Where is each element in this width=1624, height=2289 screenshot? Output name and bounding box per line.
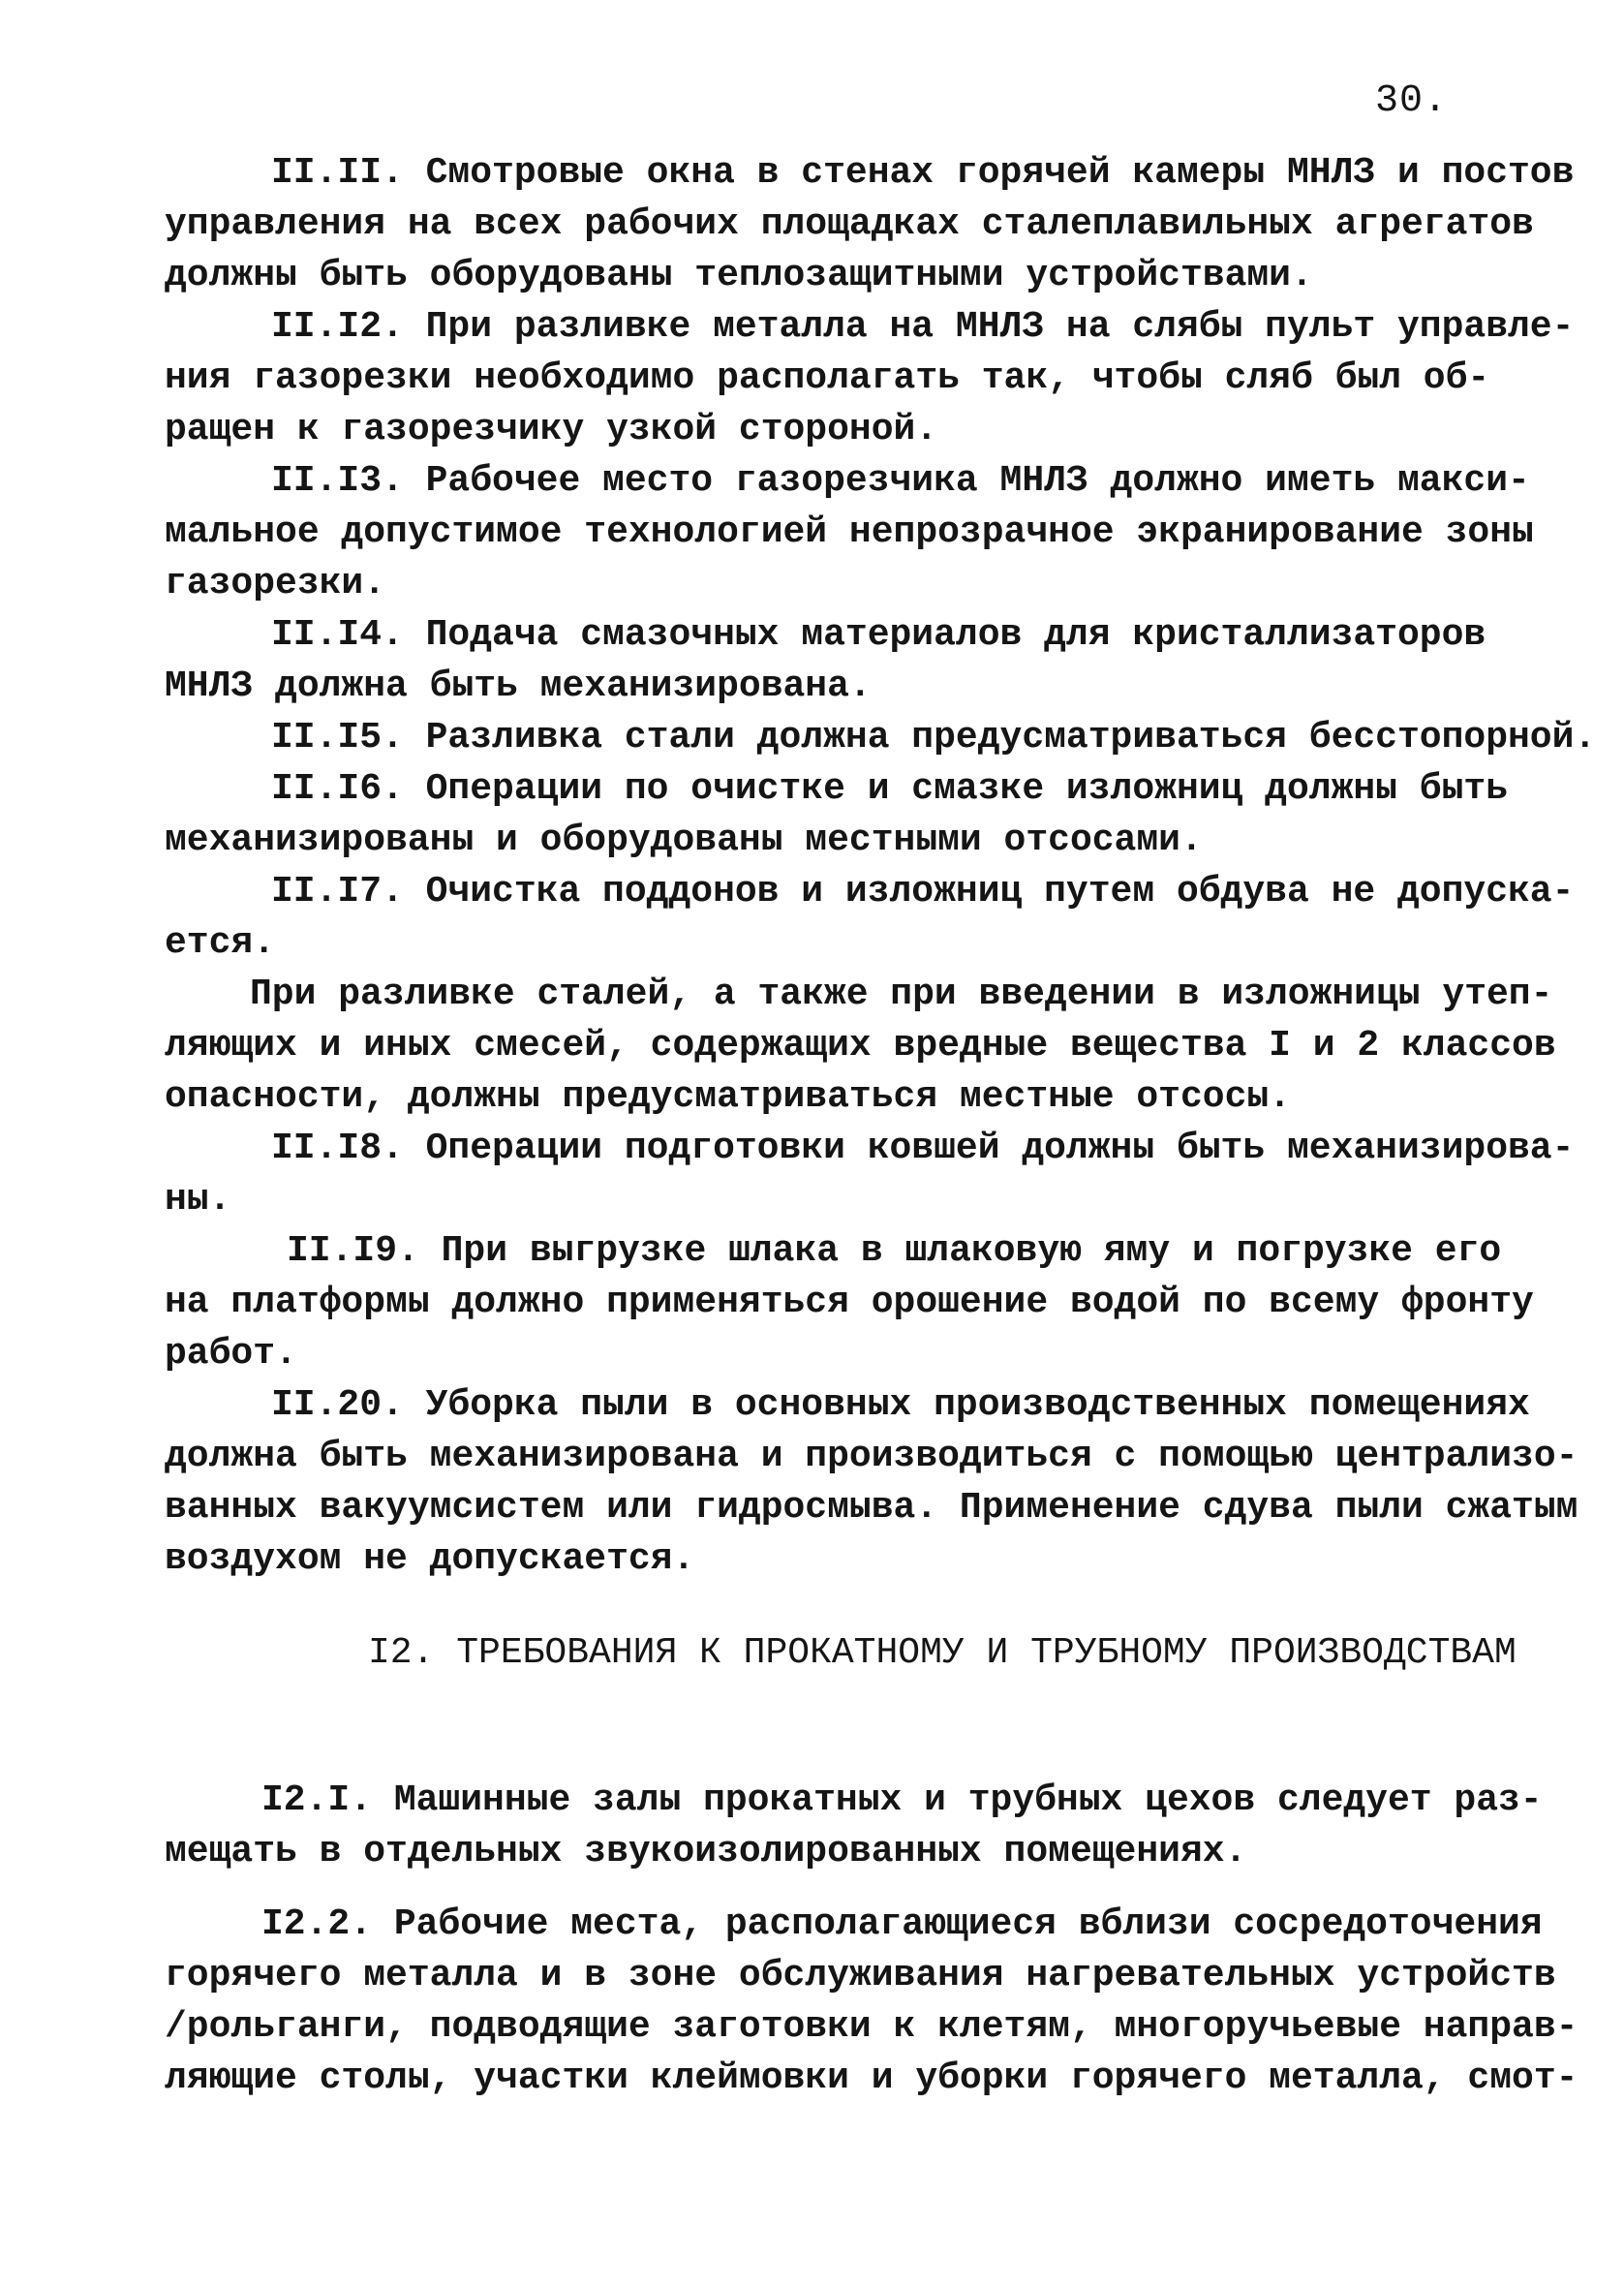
paragraph-11-20-line: должна быть механизирована и производиться с помощью централизо- [165, 1436, 1578, 1477]
paragraph-11-17b-line: опасности, должны предусматриваться местные отсосы. [165, 1076, 1291, 1118]
paragraph-11-17-line: ется. [165, 922, 276, 964]
paragraph-11-19-line: на платформы должно применяться орошение водой по всему фронту [165, 1282, 1534, 1323]
paragraph-11-12-line: ращен к газорезчику узкой стороной. [165, 409, 938, 450]
paragraph-11-16-line: механизированы и оборудованы местными отсосами. [165, 820, 1203, 861]
paragraph-12-2-line: горячего металла и в зоне обслуживания нагревательных устройств [165, 1955, 1556, 1996]
paragraph-12-1-line: I2.I. Машинные залы прокатных и трубных цехов следует раз- [261, 1779, 1543, 1821]
paragraph-11-13-line: газорезки. [165, 563, 386, 604]
section-heading: I2. ТРЕБОВАНИЯ К ПРОКАТНОМУ И ТРУБНОМУ ПРОИЗВОДСТВАМ [368, 1632, 1517, 1674]
paragraph-11-14-line: II.I4. Подача смазочных материалов для кристаллизаторов [271, 614, 1486, 656]
paragraph-11-20-line: II.20. Уборка пыли в основных производственных помещениях [271, 1384, 1530, 1426]
paragraph-11-13-line: мальное допустимое технологией непрозрачное экранирование зоны [165, 511, 1534, 553]
paragraph-12-2-line: /рольганги, подводящие заготовки к клетям, многоручьевые направ- [165, 2006, 1578, 2048]
paragraph-11-17-line: II.I7. Очистка поддонов и изложниц путем обдува не допуска- [271, 871, 1575, 913]
section-body [165, 1775, 1578, 2104]
paragraph-12-2-line: I2.2. Рабочие места, располагающиеся вблизи сосредоточения [261, 1903, 1543, 1945]
paragraph-11-13-line: II.I3. Рабочее место газорезчика МНЛЗ должно иметь макси- [271, 460, 1530, 502]
paragraph-11-14-line: МНЛЗ должна быть механизирована. [165, 665, 872, 707]
paragraph-11-12-line: II.I2. При разливке металла на МНЛЗ на слябы пульт управле- [271, 306, 1575, 348]
paragraph-11-15-line: II.I5. Разливка стали должна предусматриваться бесстопорной. [271, 717, 1597, 758]
paragraph-11-19-line: работ. [165, 1333, 297, 1375]
paragraph-11-19-line: II.I9. При выгрузке шлака в шлаковую яму и погрузке его [287, 1230, 1502, 1272]
paragraph-12-1-line: мещать в отдельных звукоизолированных помещениях. [165, 1831, 1247, 1872]
paragraph-11-16-line: II.I6. Операции по очистке и смазке изложниц должны быть [271, 768, 1509, 810]
paragraph-11-18-line: ны. [165, 1179, 231, 1221]
paragraph-11-11-line: II.II. Смотровые окна в стенах горячей камеры МНЛЗ и постов [271, 152, 1575, 194]
paragraph-11-17b-line: При разливке сталей, а также при введении в изложницы утеп- [250, 974, 1553, 1015]
paragraph-11-18-line: II.I8. Операции подготовки ковшей должны быть механизирова- [271, 1128, 1575, 1169]
page-number: 30. [1375, 79, 1449, 123]
paragraph-11-11-line: управления на всех рабочих площадках сталеплавильных агрегатов [165, 203, 1534, 245]
paragraph-11-11-line: должны быть оборудованы теплозащитными устройствами. [165, 255, 1313, 296]
paragraph-11-20-line: воздухом не допускается. [165, 1538, 695, 1580]
paragraph-spacer [165, 1877, 1520, 1899]
document-body [165, 147, 1597, 1585]
paragraph-12-2-line: ляющие столы, участки клеймовки и уборки горячего металла, смот- [165, 2057, 1578, 2099]
paragraph-11-17b-line: ляющих и иных смесей, содержащих вредные вещества I и 2 классов [165, 1025, 1556, 1067]
paragraph-11-20-line: ванных вакуумсистем или гидросмыва. Применение сдува пыли сжатым [165, 1487, 1578, 1529]
paragraph-11-12-line: ния газорезки необходимо располагать так, чтобы сляб был об- [165, 357, 1490, 399]
